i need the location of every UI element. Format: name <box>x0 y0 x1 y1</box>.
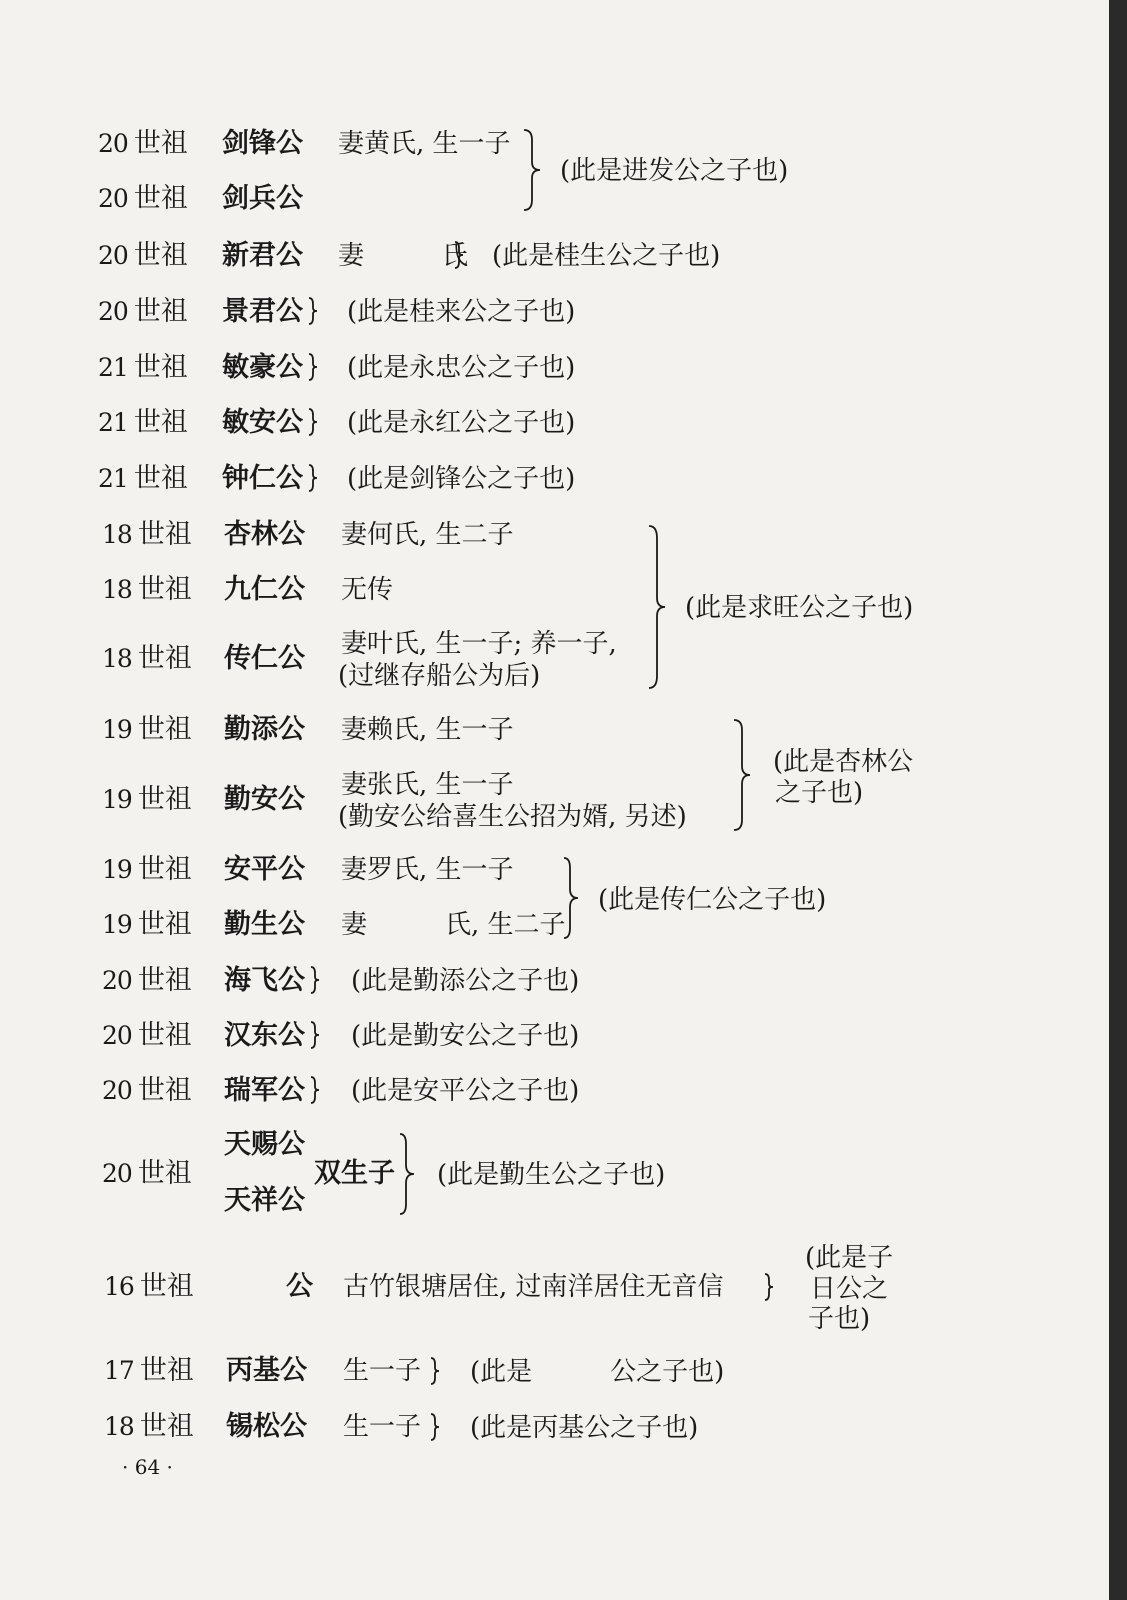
spouse-info: 妻叶氏, 生一子; 养一子, <box>341 629 617 659</box>
ancestor-name: 瑞军公 <box>224 1075 305 1106</box>
lineage-note: (此是杏林公 <box>773 747 914 777</box>
generation-label: 20 世祖 <box>98 183 188 214</box>
generation-label: 16 世祖 <box>104 1271 194 1302</box>
ancestor-name: 钟仁公 <box>222 463 303 494</box>
grouping-brace <box>762 1272 776 1302</box>
adoption-note: (过继存船公为后) <box>338 661 541 691</box>
children-info: 生一子 <box>343 1356 422 1386</box>
generation-label: 18 世祖 <box>102 574 192 605</box>
ancestor-name: 锡松公 <box>226 1411 307 1442</box>
grouping-brace <box>560 856 582 940</box>
spouse-info: 妻 氏, 生二子 <box>341 910 566 940</box>
lineage-note: (此是桂生公之子也) <box>492 241 721 271</box>
grouping-brace <box>308 1075 322 1105</box>
lineage-note: (此是勤生公之子也) <box>437 1160 666 1190</box>
generation-label: 20 世祖 <box>98 240 188 271</box>
generation-label: 21 世祖 <box>98 463 188 494</box>
lineage-note: (此是传仁公之子也) <box>598 885 827 915</box>
generation-label: 19 世祖 <box>102 909 192 940</box>
ancestor-name: 敏豪公 <box>222 352 303 383</box>
generation-label: 20 世祖 <box>98 128 188 159</box>
ancestor-name: 勤添公 <box>224 714 305 745</box>
ancestor-name: 汉东公 <box>224 1020 305 1051</box>
generation-label: 17 世祖 <box>104 1355 194 1386</box>
lineage-note: (此是丙基公之子也) <box>470 1413 699 1443</box>
grouping-brace <box>730 718 754 832</box>
grouping-brace <box>520 128 544 212</box>
ancestor-name: 传仁公 <box>224 643 305 674</box>
generation-label: 21 世祖 <box>98 352 188 383</box>
grouping-brace <box>452 240 466 270</box>
generation-label: 20 世祖 <box>102 1020 192 1051</box>
generation-label: 19 世祖 <box>102 854 192 885</box>
lineage-note: (此是桂来公之子也) <box>347 297 576 327</box>
grouping-brace <box>306 352 320 382</box>
lineage-note: (此是子 <box>805 1243 894 1273</box>
ancestor-name: 勤生公 <box>224 909 305 940</box>
generation-label: 18 世祖 <box>102 643 192 674</box>
ancestor-name: 安平公 <box>224 854 305 885</box>
generation-label: 18 世祖 <box>102 519 192 550</box>
grouping-brace <box>306 296 320 326</box>
spouse-info: 妻张氏, 生一子 <box>341 770 514 800</box>
ancestor-name: 新君公 <box>222 240 303 271</box>
grouping-brace <box>428 1356 442 1386</box>
ancestor-name: 海飞公 <box>224 965 305 996</box>
ancestor-name: 敏安公 <box>222 407 303 438</box>
ancestor-name: 公 <box>286 1271 313 1302</box>
ancestor-name: 九仁公 <box>224 574 305 605</box>
grouping-brace <box>645 524 669 690</box>
generation-label: 19 世祖 <box>102 714 192 745</box>
marriage-note: (勤安公给喜生公招为婿, 另述) <box>338 802 687 832</box>
lineage-note: (此是安平公之子也) <box>351 1076 580 1106</box>
lineage-note: (此是求旺公之子也) <box>685 593 914 623</box>
children-info: 生一子 <box>343 1412 422 1442</box>
lineage-note: (此是 公之子也) <box>470 1357 725 1387</box>
lineage-note: (此是永红公之子也) <box>347 408 576 438</box>
grouping-brace <box>396 1132 418 1216</box>
spouse-info: 妻黄氏, 生一子 <box>338 129 511 159</box>
ancestor-name: 剑兵公 <box>222 183 303 214</box>
spouse-info: 妻罗氏, 生一子 <box>341 855 514 885</box>
twins-label: 双生子 <box>314 1158 395 1189</box>
lineage-note: (此是永忠公之子也) <box>347 353 576 383</box>
grouping-brace <box>306 463 320 493</box>
grouping-brace <box>428 1412 442 1442</box>
spouse-info: 妻赖氏, 生一子 <box>341 715 514 745</box>
generation-label: 20 世祖 <box>102 1075 192 1106</box>
grouping-brace <box>306 407 320 437</box>
ancestor-name: 剑锋公 <box>222 128 303 159</box>
grouping-brace <box>308 965 322 995</box>
generation-label: 18 世祖 <box>104 1411 194 1442</box>
lineage-note: (此是勤安公之子也) <box>351 1021 580 1051</box>
lineage-note: (此是剑锋公之子也) <box>347 464 576 494</box>
spouse-info: 妻何氏, 生二子 <box>341 520 514 550</box>
ancestor-name: 天祥公 <box>224 1185 305 1216</box>
generation-label: 19 世祖 <box>102 784 192 815</box>
page-edge <box>1109 0 1127 1600</box>
spouse-info: 妻 氏 <box>338 241 469 271</box>
lineage-note: 之子也) <box>775 778 864 808</box>
generation-label: 20 世祖 <box>102 965 192 996</box>
lineage-note: 日公之 <box>810 1274 889 1304</box>
generation-label: 20 世祖 <box>98 296 188 327</box>
lineage-note: (此是进发公之子也) <box>560 156 789 186</box>
lineage-note: 子也) <box>808 1304 871 1334</box>
spouse-info: 无传 <box>341 575 394 605</box>
generation-label: 20 世祖 <box>102 1158 192 1189</box>
ancestor-name: 杏林公 <box>224 519 305 550</box>
page-number: · 64 · <box>122 1455 173 1479</box>
ancestor-name: 景君公 <box>222 296 303 327</box>
lineage-note: (此是勤添公之子也) <box>351 966 580 996</box>
residence-info: 古竹银塘居住, 过南洋居住无音信 <box>343 1272 724 1302</box>
generation-label: 21 世祖 <box>98 407 188 438</box>
ancestor-name: 丙基公 <box>226 1355 307 1386</box>
grouping-brace <box>308 1020 322 1050</box>
ancestor-name: 勤安公 <box>224 784 305 815</box>
ancestor-name: 天赐公 <box>224 1129 305 1160</box>
